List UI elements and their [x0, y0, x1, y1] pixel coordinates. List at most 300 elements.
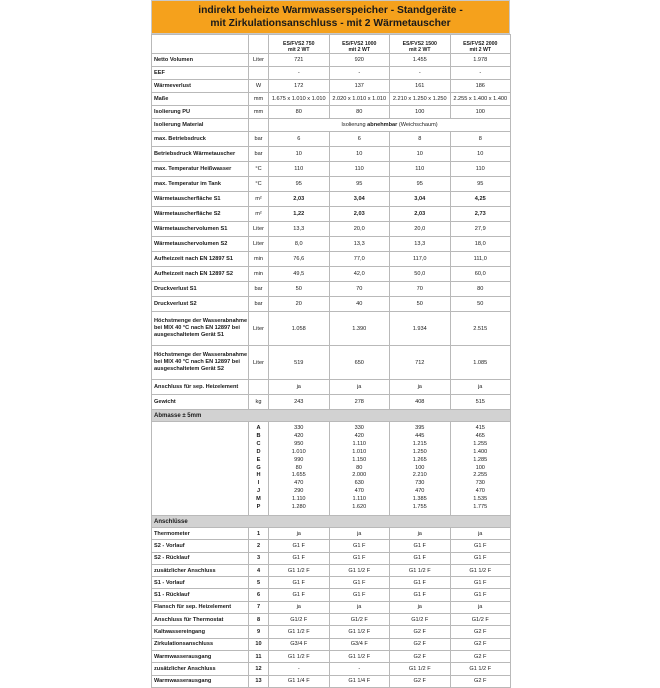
spec-value: 95 [450, 177, 511, 192]
insulation-suffix: (Weichschaum) [397, 122, 438, 128]
dimension-code: G [256, 464, 261, 471]
dimension-codes [249, 422, 269, 516]
spec-row [152, 267, 511, 282]
spec-unit: °C [249, 162, 269, 177]
mix-row [152, 312, 511, 346]
connection-label: S1 - Vorlauf [152, 577, 249, 589]
dimension-code: A [256, 424, 261, 431]
spec-row [152, 147, 511, 162]
spec-unit: Liter [249, 54, 269, 67]
spec-label: Anschluss für sep. Heizelement [152, 380, 249, 395]
spec-value: 42,0 [329, 267, 390, 282]
section-title: Abmasse ± 5mm [152, 410, 511, 422]
spec-value: 650 [329, 346, 390, 380]
connection-label: Kaltwassereingang [152, 626, 249, 638]
mix-label-line: ausgeschaltetem Gerät S1 [154, 331, 224, 338]
spec-value: 1.934 [390, 312, 451, 346]
dimension-value: 1.775 [473, 504, 488, 511]
connection-label: S1 - Rücklauf [152, 589, 249, 601]
spec-row [152, 297, 511, 312]
dimension-code: B [256, 432, 261, 439]
connection-number: 10 [249, 638, 269, 650]
connection-value: G1 F [329, 552, 390, 564]
connection-value: G1 F [329, 540, 390, 552]
spec-value: 95 [329, 177, 390, 192]
section-title: Anschlüsse [152, 516, 511, 528]
spec-value: 50,0 [390, 267, 451, 282]
spec-value: 10 [329, 147, 390, 162]
connection-row [152, 614, 511, 626]
spec-value: 1.390 [329, 312, 390, 346]
spec-value: 8 [450, 132, 511, 147]
spec-value: 721 [269, 54, 330, 67]
connection-value: G1 F [390, 540, 451, 552]
spec-row [152, 207, 511, 222]
dimension-value: 470 [294, 480, 304, 487]
connection-label: S2 - Vorlauf [152, 540, 249, 552]
spec-label: Netto Volumen [152, 54, 249, 67]
spec-value: 70 [329, 282, 390, 297]
connection-number: 9 [249, 626, 269, 638]
spec-value: 519 [269, 346, 330, 380]
spec-row [152, 237, 511, 252]
dimension-value: 1.010 [291, 448, 306, 455]
spec-value: 6 [269, 132, 330, 147]
spec-unit: Liter [249, 312, 269, 346]
spec-unit [249, 119, 269, 132]
dimension-value: 1.755 [412, 504, 427, 511]
connection-label: Zirkulationsanschluss [152, 638, 249, 650]
dimension-value: 1.215 [412, 440, 427, 447]
dimension-value: 1.385 [412, 496, 427, 503]
connection-value: G1 F [450, 577, 511, 589]
dimension-code: P [256, 504, 261, 511]
dimension-value: 2.000 [352, 472, 367, 479]
spec-value: 6 [329, 132, 390, 147]
connection-number: 6 [249, 589, 269, 601]
connection-value: G1/2 F [329, 614, 390, 626]
spec-label: max. Betriebsdruck [152, 132, 249, 147]
spec-value: 111,0 [450, 252, 511, 267]
spec-unit: kg [249, 395, 269, 410]
spec-label: max. Temperatur Heißwasser [152, 162, 249, 177]
connection-value: G1 1/2 F [390, 564, 451, 576]
spec-value: 20 [269, 297, 330, 312]
dimension-values [450, 422, 511, 516]
connection-value: ja [450, 528, 511, 540]
spec-value: 2.515 [450, 312, 511, 346]
connection-number: 11 [249, 650, 269, 662]
connection-value: G3/4 F [329, 638, 390, 650]
connection-value: G1 1/2 F [329, 650, 390, 662]
spec-value: 20,0 [329, 222, 390, 237]
mix-label-line: ausgeschaltetem Gerät S2 [154, 365, 224, 372]
spec-value: 172 [269, 80, 330, 93]
spec-unit: mm [249, 106, 269, 119]
connection-value: G1 1/2 F [329, 626, 390, 638]
connection-number: 4 [249, 564, 269, 576]
dimension-value: 1.285 [473, 456, 488, 463]
connection-value: G1 F [269, 552, 330, 564]
connection-value: G1 F [450, 589, 511, 601]
spec-row [152, 93, 511, 106]
spec-value: ja [269, 380, 330, 395]
spec-label: Aufheizzeit nach EN 12897 S2 [152, 267, 249, 282]
connection-label: Warmwasserausgang [152, 650, 249, 662]
connection-value: G1 1/2 F [450, 564, 511, 576]
dimension-value: 2.255 [473, 472, 488, 479]
spec-value: 1.058 [269, 312, 330, 346]
connection-row [152, 577, 511, 589]
spec-value: 3,04 [390, 192, 451, 207]
spec-value: 8,0 [269, 237, 330, 252]
spec-value: 243 [269, 395, 330, 410]
connection-value: G1 1/2 F [269, 626, 330, 638]
spec-value: 161 [390, 80, 451, 93]
spec-label: Wärmetauscherfläche S2 [152, 207, 249, 222]
connection-value: ja [450, 601, 511, 613]
connection-row [152, 626, 511, 638]
spec-label: Wärmetauschervolumen S1 [152, 222, 249, 237]
dimension-value: 290 [294, 488, 304, 495]
spec-value: 110 [450, 162, 511, 177]
connection-value: G1 F [269, 540, 330, 552]
dimension-value: 1.265 [412, 456, 427, 463]
dimension-value: 1.535 [473, 496, 488, 503]
spec-value: - [390, 67, 451, 80]
connection-value: G2 F [450, 675, 511, 687]
connection-number: 2 [249, 540, 269, 552]
connection-value: G2 F [390, 626, 451, 638]
spec-value: 2.020 x 1.010 x 1.010 [329, 93, 390, 106]
spec-label: Isolierung PU [152, 106, 249, 119]
connection-value: G2 F [450, 650, 511, 662]
connection-value: - [269, 663, 330, 675]
spec-row [152, 54, 511, 67]
spec-unit: bar [249, 297, 269, 312]
connection-value: G2 F [450, 638, 511, 650]
title-line-1: indirekt beheizte Warmwasserspeicher - Standgeräte - [198, 5, 463, 16]
spec-value: 186 [450, 80, 511, 93]
spec-row [152, 80, 511, 93]
spec-value: 10 [390, 147, 451, 162]
connection-value: G1 1/2 F [329, 564, 390, 576]
connection-value: G1/2 F [390, 614, 451, 626]
spec-unit: mm [249, 93, 269, 106]
spec-value: 3,04 [329, 192, 390, 207]
spec-value: 95 [390, 177, 451, 192]
connection-value: G1 F [390, 552, 451, 564]
connection-value: G1 1/2 F [390, 663, 451, 675]
dimension-value: 1.110 [291, 496, 306, 503]
spec-value: 2,73 [450, 207, 511, 222]
spec-label: Betriebsdruck Wärmetauscher [152, 147, 249, 162]
connection-label: zusätzlicher Anschluss [152, 663, 249, 675]
connection-value: ja [269, 528, 330, 540]
model-header [269, 35, 330, 54]
insulation-material-row [152, 119, 511, 132]
spec-value: ja [390, 380, 451, 395]
spec-row [152, 106, 511, 119]
spec-unit: min [249, 252, 269, 267]
spec-unit: bar [249, 282, 269, 297]
mix-label [152, 346, 249, 380]
spec-value: - [450, 67, 511, 80]
spec-unit: bar [249, 147, 269, 162]
connection-label: Anschluss für Thermostat [152, 614, 249, 626]
spec-label: Isolierung Material [152, 119, 249, 132]
dimension-value: 990 [294, 456, 304, 463]
spec-row [152, 395, 511, 410]
connection-number: 3 [249, 552, 269, 564]
dimension-value: 2.210 [412, 472, 427, 479]
connection-value: ja [269, 601, 330, 613]
mix-label-line: Höchstmenge der Wasserabnahme [154, 352, 248, 359]
connection-value: G1 1/2 F [450, 663, 511, 675]
spec-value: 13,3 [329, 237, 390, 252]
dimension-code: E [256, 456, 261, 463]
model-name: ES/FVS2 1000 [342, 41, 377, 47]
connection-value: ja [390, 528, 451, 540]
dimension-value: 100 [475, 464, 485, 471]
spec-label: Druckverlust S2 [152, 297, 249, 312]
dimension-value: 1.400 [473, 448, 488, 455]
dimension-value: 420 [294, 432, 304, 439]
dimension-values [329, 422, 390, 516]
dimension-values [269, 422, 330, 516]
dimension-value: 1.620 [352, 504, 367, 511]
connections-section-header [152, 516, 511, 528]
spec-value: 10 [269, 147, 330, 162]
spec-value: 80 [450, 282, 511, 297]
connection-label: Flansch für sep. Heizelement [152, 601, 249, 613]
connection-value: G1 F [390, 577, 451, 589]
spec-unit: °C [249, 177, 269, 192]
dimension-value: 445 [415, 432, 425, 439]
dimension-value: 100 [415, 464, 425, 471]
spec-value: ja [450, 380, 511, 395]
spec-unit: m² [249, 192, 269, 207]
connection-row [152, 589, 511, 601]
spec-value: 2.255 x 1.400 x 1.400 [450, 93, 511, 106]
model-header [390, 35, 451, 54]
connection-value: G1/2 F [269, 614, 330, 626]
model-variant: mit 2 WT [287, 47, 310, 53]
model-name: ES/FVS2 1500 [402, 41, 437, 47]
connection-value: G3/4 F [269, 638, 330, 650]
spec-value: 70 [390, 282, 451, 297]
insulation-prefix: Isolierung [341, 122, 368, 128]
dimension-value: 470 [475, 488, 485, 495]
dimension-code: J [256, 488, 261, 495]
connection-label: zusätzlicher Anschluss [152, 564, 249, 576]
spec-value: 1,22 [269, 207, 330, 222]
spec-value: - [269, 67, 330, 80]
connection-value: ja [329, 528, 390, 540]
spec-unit [249, 67, 269, 80]
connection-value: G1 1/4 F [269, 675, 330, 687]
dimension-value: 420 [354, 432, 364, 439]
header-blank [152, 35, 249, 54]
model-variant: mit 2 WT [469, 47, 492, 53]
spec-label: Aufheizzeit nach EN 12897 S1 [152, 252, 249, 267]
connection-row [152, 528, 511, 540]
connection-row [152, 650, 511, 662]
connection-label: Warmwasserausgang [152, 675, 249, 687]
spec-table [151, 34, 511, 688]
spec-value: 1.675 x 1.010 x 1.010 [269, 93, 330, 106]
connection-value: G2 F [390, 675, 451, 687]
connection-label: Thermometer [152, 528, 249, 540]
mix-label-line: Höchstmenge der Wasserabnahme [154, 318, 248, 325]
dimension-values [390, 422, 451, 516]
dimension-value: 1.110 [352, 496, 367, 503]
dimension-code: M [256, 496, 261, 503]
spec-value: - [329, 67, 390, 80]
title-banner [151, 0, 510, 34]
connection-row [152, 675, 511, 687]
spec-row [152, 67, 511, 80]
connection-number: 8 [249, 614, 269, 626]
spec-value: 40 [329, 297, 390, 312]
dimension-value: 1.150 [352, 456, 367, 463]
spec-value: 13,3 [390, 237, 451, 252]
dimension-value: 330 [294, 424, 304, 431]
connection-number: 7 [249, 601, 269, 613]
spec-unit: Liter [249, 346, 269, 380]
spec-row [152, 192, 511, 207]
dimensions-label-blank [152, 422, 249, 516]
spec-label: max. Temperatur im Tank [152, 177, 249, 192]
connection-number: 12 [249, 663, 269, 675]
dimension-value: 470 [354, 488, 364, 495]
spec-label: Wärmetauschervolumen S2 [152, 237, 249, 252]
dimension-value: 1.280 [291, 504, 306, 511]
spec-value: 110 [269, 162, 330, 177]
dimension-value: 630 [354, 480, 364, 487]
connection-value: ja [329, 601, 390, 613]
spec-value: 2,03 [329, 207, 390, 222]
spec-value: 10 [450, 147, 511, 162]
spec-value: 2,03 [390, 207, 451, 222]
connection-value: G1 F [329, 577, 390, 589]
spec-value: 80 [269, 106, 330, 119]
spec-value: 278 [329, 395, 390, 410]
spec-unit: min [249, 267, 269, 282]
spec-value: 50 [269, 282, 330, 297]
connection-value: G1 1/2 F [269, 564, 330, 576]
spec-value: 712 [390, 346, 451, 380]
spec-label: Maße [152, 93, 249, 106]
spec-unit: W [249, 80, 269, 93]
dimension-code: H [256, 472, 261, 479]
dimension-value: 950 [294, 440, 304, 447]
dimension-value: 470 [415, 488, 425, 495]
spec-value: 920 [329, 54, 390, 67]
spec-label: Gewicht [152, 395, 249, 410]
spec-unit: m² [249, 207, 269, 222]
spec-unit [249, 380, 269, 395]
spec-unit: bar [249, 132, 269, 147]
connection-value: G1/2 F [450, 614, 511, 626]
spec-value: 408 [390, 395, 451, 410]
dimension-value: 415 [475, 424, 485, 431]
spec-row [152, 282, 511, 297]
dimension-value: 465 [475, 432, 485, 439]
connection-row [152, 564, 511, 576]
connection-number: 1 [249, 528, 269, 540]
mix-label [152, 312, 249, 346]
connection-value: G1 F [390, 589, 451, 601]
model-name: ES/FVS2 750 [283, 41, 315, 47]
dimension-value: 330 [354, 424, 364, 431]
mix-label-line: bei MIX 40 °C nach EN 12897 bei [154, 325, 240, 332]
model-variant: mit 2 WT [348, 47, 371, 53]
model-header [329, 35, 390, 54]
spec-value: 1.455 [390, 54, 451, 67]
model-variant: mit 2 WT [408, 47, 431, 53]
connection-value: G2 F [450, 626, 511, 638]
spec-value: 100 [450, 106, 511, 119]
dimension-value: 395 [415, 424, 425, 431]
spec-value: 80 [329, 106, 390, 119]
spec-value: ja [329, 380, 390, 395]
dimension-value: 80 [295, 464, 302, 471]
connection-value: ja [390, 601, 451, 613]
spec-value: 8 [390, 132, 451, 147]
spec-label: Wärmeverlust [152, 80, 249, 93]
spec-value: 137 [329, 80, 390, 93]
connection-row [152, 663, 511, 675]
spec-value: 27,9 [450, 222, 511, 237]
spec-row [152, 252, 511, 267]
connection-row [152, 540, 511, 552]
connection-number: 13 [249, 675, 269, 687]
spec-value: 110 [329, 162, 390, 177]
dimension-value: 730 [415, 480, 425, 487]
dimension-value: 1.250 [412, 448, 427, 455]
spec-row [152, 132, 511, 147]
spec-unit: Liter [249, 222, 269, 237]
spec-value: 4,25 [450, 192, 511, 207]
dimension-value: 1.110 [352, 440, 367, 447]
model-name: ES/FVS2 2000 [463, 41, 498, 47]
spec-value: 50 [450, 297, 511, 312]
spec-row [152, 380, 511, 395]
model-header-row [152, 35, 511, 54]
connection-value: G1 F [450, 540, 511, 552]
spec-row [152, 222, 511, 237]
spec-label: Wärmetauscherfläche S1 [152, 192, 249, 207]
connection-label: S2 - Rücklauf [152, 552, 249, 564]
spec-value: 2,03 [269, 192, 330, 207]
spec-value: 110 [390, 162, 451, 177]
dimension-value: 1.010 [352, 448, 367, 455]
insulation-material-value [269, 119, 511, 132]
connection-row [152, 638, 511, 650]
spec-value: 50 [390, 297, 451, 312]
spec-value: 515 [450, 395, 511, 410]
spec-value: 77,0 [329, 252, 390, 267]
model-header [450, 35, 511, 54]
insulation-bold: abnehmbar [367, 122, 398, 128]
connection-value: G1 F [269, 577, 330, 589]
connection-number: 5 [249, 577, 269, 589]
dimension-code: D [256, 448, 261, 455]
spec-value: 1.978 [450, 54, 511, 67]
connection-row [152, 552, 511, 564]
dimension-value: 1.255 [473, 440, 488, 447]
